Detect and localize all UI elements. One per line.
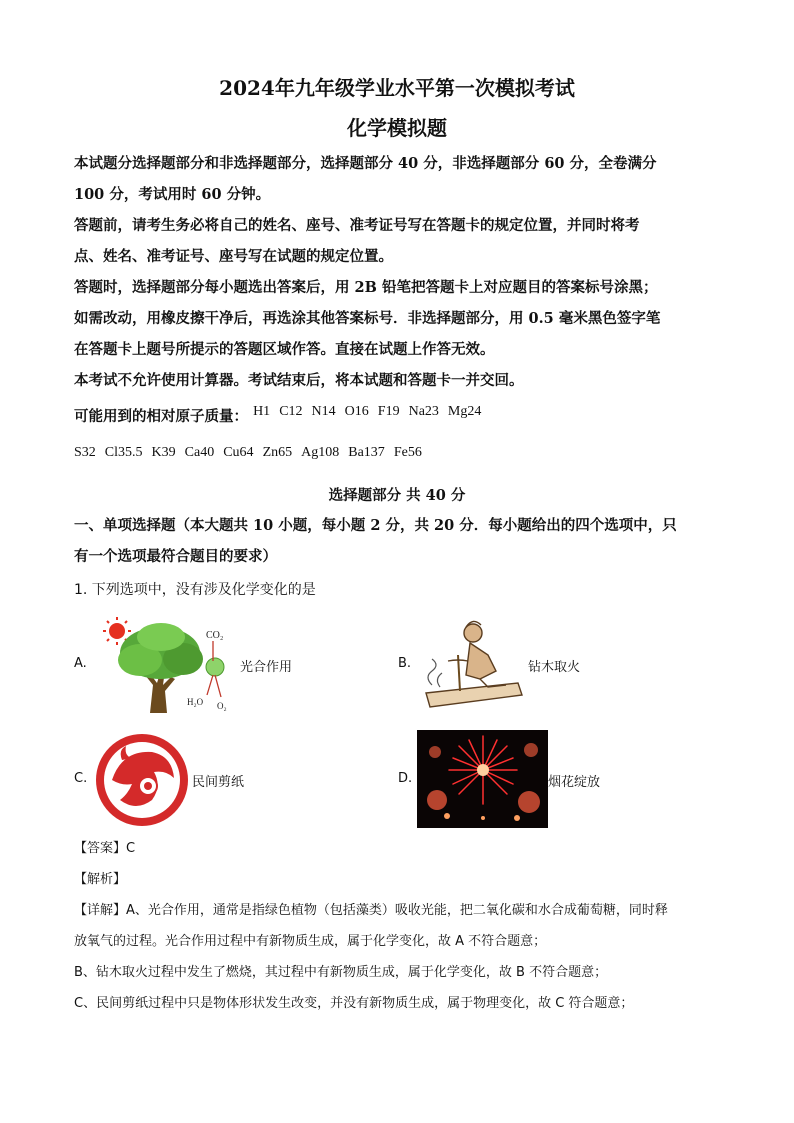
atomic-mass: Mg24: [447, 404, 482, 419]
atomic-mass: N14: [311, 404, 336, 419]
paper-cut-figure: [92, 730, 192, 830]
exam-subtitle: 化学模拟题: [347, 116, 447, 140]
option-a-letter: A.: [74, 656, 87, 671]
instruction-line: 答题前，请考生务必将自己的姓名、座号、准考证号写在答题卡的规定位置，并同时将考: [74, 217, 640, 234]
detail-line: C、民间剪纸过程中只是物体形状发生改变，并没有新物质生成，属于物理变化，故 C 符合题意；: [74, 996, 634, 1011]
instruction-line: 本考试不允许使用计算器。考试结束后，将本试题和答题卡一并交回。: [74, 372, 524, 389]
option-c-text: 民间剪纸: [192, 775, 245, 790]
smoke-icon: [428, 659, 442, 687]
instruction-line: 点、姓名、准考证号、座号写在试题的规定位置。: [74, 248, 393, 265]
question-stem: 1. 下列选项中，没有涉及化学变化的是: [74, 582, 316, 598]
instruction-line: 在答题卡上题号所提示的答题区域作答。直接在试题上作答无效。: [74, 341, 495, 358]
option-b-letter: B.: [398, 656, 412, 671]
atomic-mass: Fe56: [393, 445, 422, 460]
atomic-mass: C12: [279, 404, 303, 419]
atomic-mass: H1: [253, 404, 271, 419]
exam-title: 2024年九年级学业水平第一次模拟考试: [219, 76, 575, 100]
caveman-icon: [426, 621, 522, 707]
detail-line: B、钻木取火过程中发生了燃烧，其过程中有新物质生成，属于化学变化，故 B 不符合题意；: [74, 965, 608, 980]
option-a-text: 光合作用: [240, 660, 293, 675]
detail-line: 放氧气的过程。光合作用过程中有新物质生成，属于化学变化，故 A 不符合题意；: [74, 934, 547, 949]
atomic-mass: F19: [377, 404, 400, 419]
co2-label: CO₂: [206, 630, 224, 641]
phoenix-paper-cut-icon: [96, 734, 188, 826]
h2o-label: H₂O: [187, 697, 204, 707]
atomic-mass: O16: [344, 404, 369, 419]
part-heading-line: 有一个选项最符合题目的要求）: [74, 548, 277, 565]
option-b-text: 钻木取火: [528, 660, 581, 675]
instruction-line: 100 分，考试用时 60 分钟。: [74, 186, 271, 203]
atomic-mass-row-2: [74, 445, 724, 461]
option-d-letter: D.: [398, 771, 413, 786]
atomic-mass: Cl35.5: [104, 445, 143, 460]
atomic-mass-label: 可能用到的相对原子质量：: [74, 408, 248, 425]
detail-tag: 【详解】: [74, 903, 127, 918]
detail-text: A、光合作用，通常是指绿色植物（包括藻类）吸收光能，把二氧化碳和水合成葡萄糖，同时释: [126, 903, 668, 918]
atomic-mass: Ag108: [301, 445, 340, 460]
detail-line: [74, 899, 668, 918]
atomic-mass-list: [253, 404, 490, 419]
answer-line: [74, 837, 135, 856]
fireworks-figure: [417, 730, 548, 828]
atomic-mass: S32: [74, 445, 96, 460]
photosynthesis-figure: [95, 615, 235, 715]
atomic-mass: Ca40: [184, 445, 215, 460]
atomic-mass: Na23: [408, 404, 439, 419]
atomic-mass-row-1: [74, 405, 724, 426]
section-title: 选择题部分 共 40 分: [328, 487, 466, 504]
part-heading-line: 一、单项选择题（本大题共 10 小题，每小题 2 分，共 20 分．每小题给出的四个选项中，只: [74, 517, 677, 534]
atomic-mass: Cu64: [223, 445, 254, 460]
atomic-mass: Ba137: [348, 445, 385, 460]
option-d-text: 烟花绽放: [548, 775, 601, 790]
atomic-mass: K39: [151, 445, 176, 460]
option-c-letter: C.: [74, 771, 88, 786]
analysis-tag: 【解析】: [74, 872, 127, 887]
instruction-line: 本试题分选择题部分和非选择题部分，选择题部分 40 分，非选择题部分 60 分，全卷满分: [74, 155, 657, 172]
atomic-mass: Zn65: [262, 445, 293, 460]
o2-label: O₂: [217, 701, 227, 711]
answer-tag: 【答案】: [74, 841, 127, 856]
instruction-line: 如需改动，用橡皮擦干净后，再选涂其他答案标号．非选择题部分，用 0.5 毫米黑色签字笔: [74, 310, 661, 327]
answer-value: C: [126, 841, 136, 856]
instruction-line: 答题时，选择题部分每小题选出答案后，用 2B 铅笔把答题卡上对应题目的答案标号涂黑；: [74, 279, 658, 296]
fire-drill-figure: [418, 615, 528, 710]
